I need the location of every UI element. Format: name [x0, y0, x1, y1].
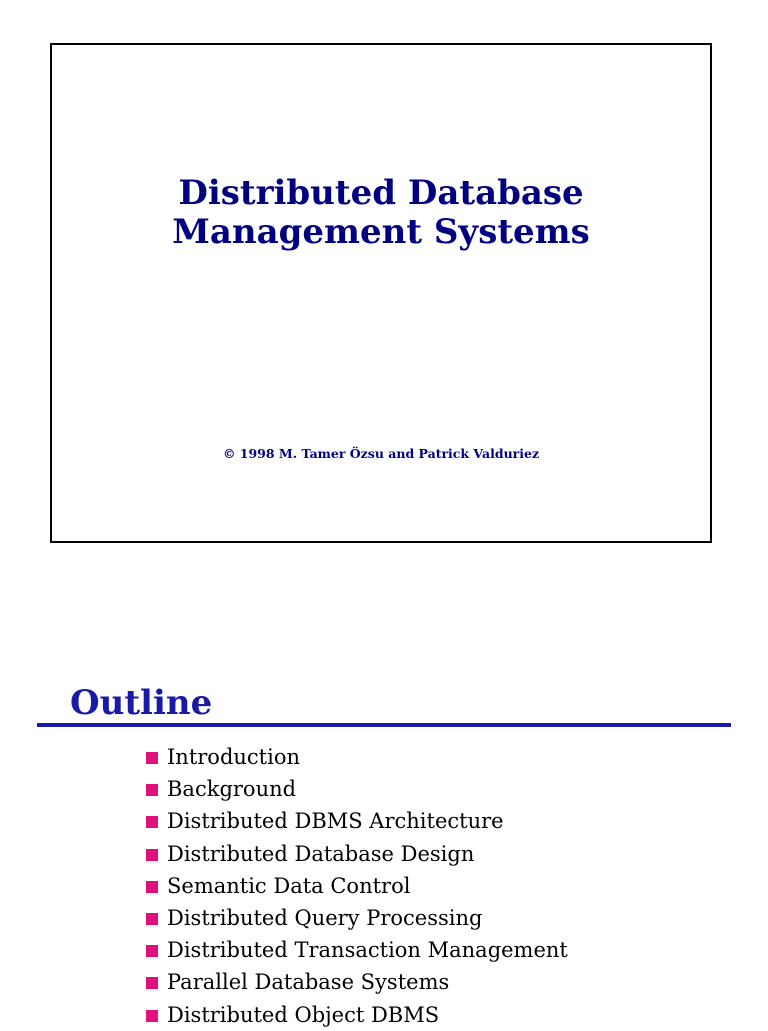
- outline-item-label: Distributed Transaction Management: [167, 938, 568, 963]
- slide-title-line-2: Management Systems: [172, 212, 590, 252]
- outline-item: [146, 838, 568, 870]
- outline-item-label: Distributed Object DBMS: [167, 1002, 440, 1027]
- outline-item: [146, 773, 568, 805]
- square-bullet-icon: [146, 849, 158, 861]
- outline-item: [146, 966, 568, 998]
- outline-item: [146, 934, 568, 966]
- outline-item: [146, 805, 568, 837]
- slide-title-line-1: Distributed Database: [178, 173, 584, 213]
- outline-list: [146, 741, 568, 1031]
- slide-title: [52, 174, 710, 252]
- outline-item: [146, 999, 568, 1031]
- outline-item: [146, 902, 568, 934]
- outline-divider: [37, 723, 731, 727]
- square-bullet-icon: [146, 881, 158, 893]
- square-bullet-icon: [146, 752, 158, 764]
- outline-item: [146, 741, 568, 773]
- square-bullet-icon: [146, 784, 158, 796]
- square-bullet-icon: [146, 816, 158, 828]
- outline-item-label: Distributed Query Processing: [167, 906, 483, 931]
- square-bullet-icon: [146, 977, 158, 989]
- outline-item-label: Distributed Database Design: [167, 841, 475, 866]
- outline-item-label: Distributed DBMS Architecture: [167, 809, 504, 834]
- square-bullet-icon: [146, 913, 158, 925]
- square-bullet-icon: [146, 945, 158, 957]
- title-slide: [50, 43, 712, 543]
- outline-item-label: Introduction: [167, 745, 300, 770]
- copyright-notice: © 1998 M. Tamer Özsu and Patrick Valduriez: [222, 446, 540, 461]
- outline-item-label: Semantic Data Control: [167, 873, 411, 898]
- outline-item-label: Parallel Database Systems: [167, 970, 450, 995]
- square-bullet-icon: [146, 1010, 158, 1022]
- outline-item-label: Background: [167, 777, 297, 802]
- outline-heading: Outline: [70, 683, 213, 723]
- outline-item: [146, 870, 568, 902]
